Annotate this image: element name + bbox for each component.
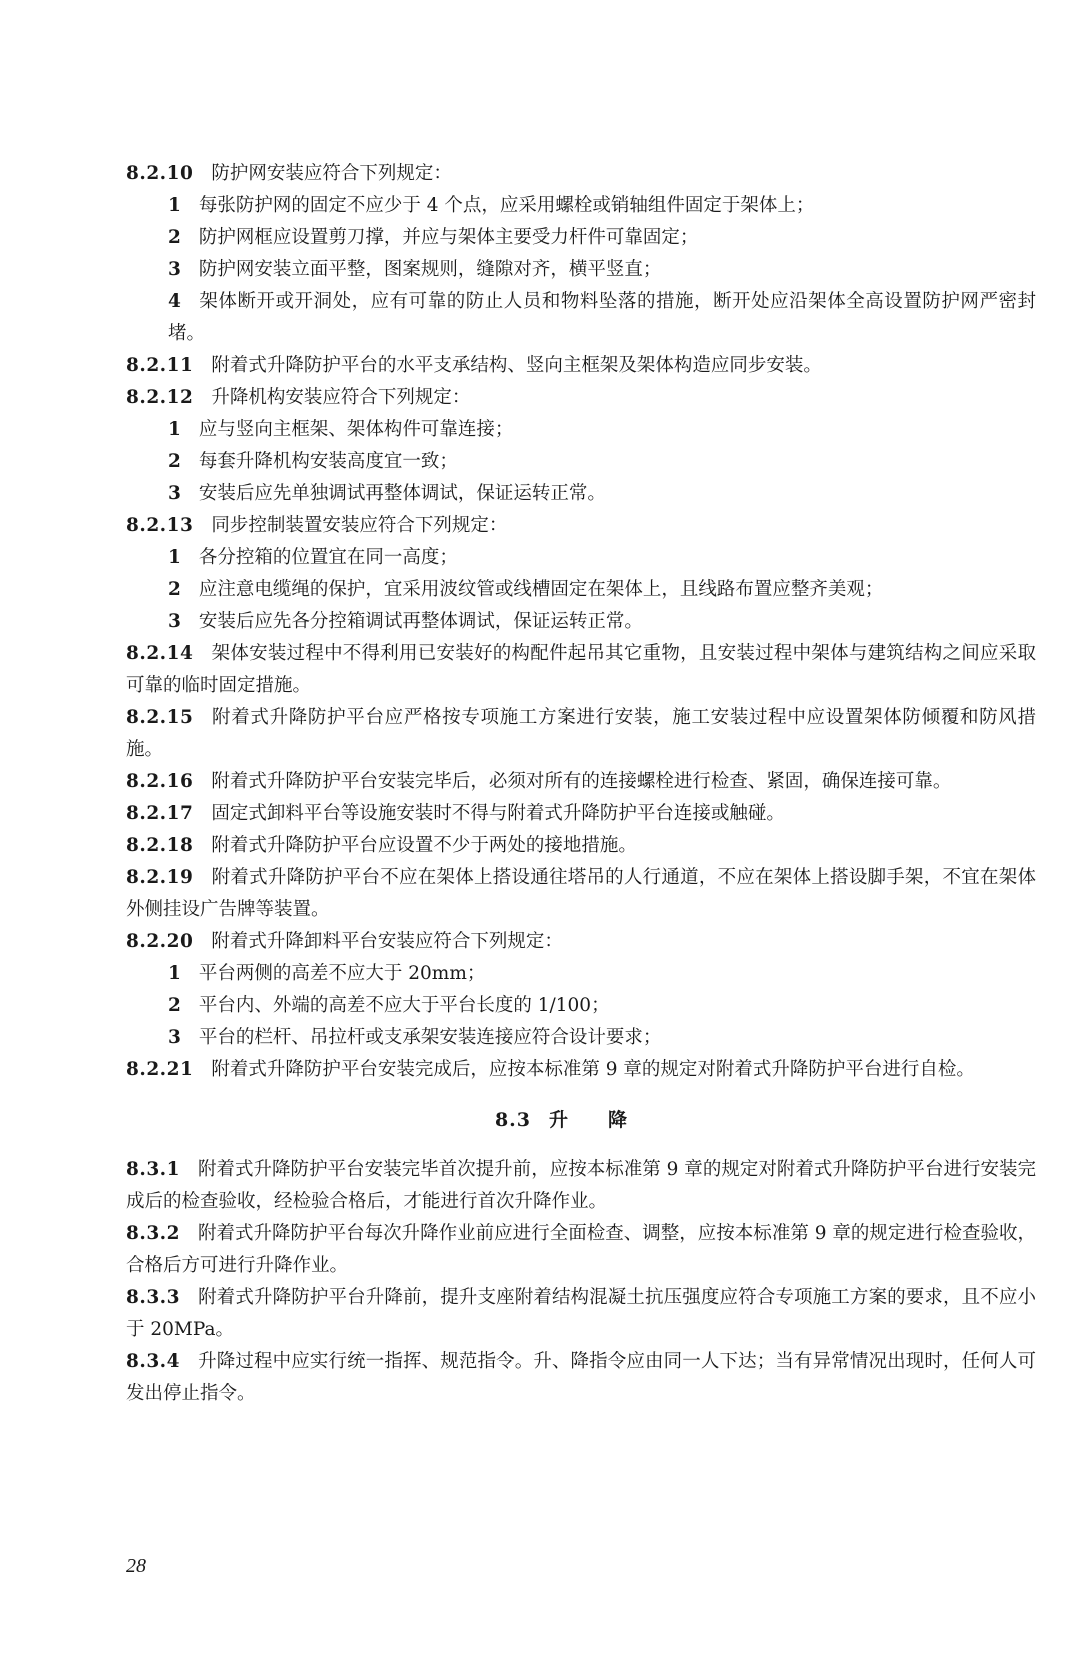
item-number: 3 — [168, 611, 181, 632]
item-number: 2 — [168, 579, 181, 600]
clause — [126, 830, 1036, 862]
item-number: 3 — [168, 259, 181, 280]
clause-item — [126, 190, 1036, 222]
item-number: 1 — [168, 419, 181, 440]
clause-item — [126, 478, 1036, 510]
item-text: 每套升降机构安装高度宜一致； — [198, 451, 458, 472]
clause-number: 8.3.3 — [126, 1287, 180, 1308]
clause-item — [126, 990, 1036, 1022]
item-number: 1 — [168, 195, 181, 216]
clauses-8-2 — [126, 158, 1036, 1086]
item-text: 平台内、外端的高差不应大于平台长度的 1/100； — [198, 995, 610, 1016]
clause — [126, 350, 1036, 382]
section-name: 升降 — [549, 1109, 668, 1131]
clause-item — [126, 222, 1036, 254]
clause — [126, 766, 1036, 798]
clause — [126, 1154, 1036, 1218]
item-number: 2 — [168, 451, 181, 472]
clause-text: 同步控制装置安装应符合下列规定： — [211, 515, 508, 536]
clause — [126, 926, 1036, 958]
clause-text: 附着式升降防护平台应严格按专项施工方案进行安装，施工安装过程中应设置架体防倾覆和防风措施。 — [126, 707, 1036, 760]
clause-item — [126, 446, 1036, 478]
clause — [126, 862, 1036, 926]
clause-item — [126, 958, 1036, 990]
clause — [126, 1054, 1036, 1086]
item-number: 1 — [168, 963, 181, 984]
clause — [126, 158, 1036, 190]
clause-text: 附着式升降防护平台安装完毕首次提升前，应按本标准第 9 章的规定对附着式升降防护平台进行安装完成后的检查验收，经检验合格后，才能进行首次升降作业。 — [126, 1159, 1036, 1212]
item-text: 应与竖向主框架、架体构件可靠连接； — [198, 419, 514, 440]
clause-text: 防护网安装应符合下列规定： — [211, 163, 452, 184]
clause-number: 8.2.17 — [126, 803, 194, 824]
clause-number: 8.3.2 — [126, 1223, 180, 1244]
clause — [126, 1282, 1036, 1346]
clause-item — [126, 574, 1036, 606]
clause-item — [126, 254, 1036, 286]
clause-number: 8.3.4 — [126, 1351, 180, 1372]
clause-text: 架体安装过程中不得利用已安装好的构配件起吊其它重物，且安装过程中架体与建筑结构之间应采取可靠的临时固定措施。 — [126, 643, 1036, 696]
clause-number: 8.2.21 — [126, 1059, 194, 1080]
item-number: 3 — [168, 1027, 181, 1048]
clause-number: 8.2.11 — [126, 355, 194, 376]
clause-text: 附着式升降防护平台的水平支承结构、竖向主框架及架体构造应同步安装。 — [211, 355, 822, 376]
item-text: 每张防护网的固定不应少于 4 个点，应采用螺栓或销轴组件固定于架体上； — [198, 195, 815, 216]
item-text: 安装后应先各分控箱调试再整体调试，保证运转正常。 — [198, 611, 643, 632]
clause-item — [126, 606, 1036, 638]
clause — [126, 798, 1036, 830]
clause-number: 8.2.13 — [126, 515, 194, 536]
item-number: 2 — [168, 227, 181, 248]
item-number: 1 — [168, 547, 181, 568]
clause-item — [126, 542, 1036, 574]
clause-number: 8.2.19 — [126, 867, 194, 888]
clause-number: 8.2.16 — [126, 771, 194, 792]
clause-item — [126, 1022, 1036, 1054]
item-number: 3 — [168, 483, 181, 504]
clause-text: 固定式卸料平台等设施安装时不得与附着式升降防护平台连接或触碰。 — [211, 803, 785, 824]
clause-text: 附着式升降防护平台升降前，提升支座附着结构混凝土抗压强度应符合专项施工方案的要求，且不应小于 20MPa。 — [126, 1287, 1036, 1340]
item-text: 平台两侧的高差不应大于 20mm； — [198, 963, 486, 984]
clause-number: 8.2.12 — [126, 387, 194, 408]
item-text: 防护网框应设置剪刀撑，并应与架体主要受力杆件可靠固定； — [198, 227, 699, 248]
clause — [126, 702, 1036, 766]
item-text: 平台的栏杆、吊拉杆或支承架安装连接应符合设计要求； — [198, 1027, 662, 1048]
clause — [126, 1218, 1036, 1282]
clause-text: 升降机构安装应符合下列规定： — [211, 387, 471, 408]
item-text: 应注意电缆绳的保护，宜采用波纹管或线槽固定在架体上，且线路布置应整齐美观； — [198, 579, 884, 600]
clause-item — [126, 414, 1036, 446]
clause-text: 附着式升降卸料平台安装应符合下列规定： — [211, 931, 563, 952]
clauses-8-3 — [126, 1154, 1036, 1410]
clause-number: 8.2.14 — [126, 643, 194, 664]
item-text: 各分控箱的位置宜在同一高度； — [198, 547, 458, 568]
item-number: 4 — [168, 291, 181, 312]
clause-text: 附着式升降防护平台安装完成后，应按本标准第 9 章的规定对附着式升降防护平台进行自检。 — [211, 1059, 975, 1080]
item-text: 安装后应先单独调试再整体调试，保证运转正常。 — [198, 483, 606, 504]
clause-text: 附着式升降防护平台应设置不少于两处的接地措施。 — [211, 835, 637, 856]
clause — [126, 1346, 1036, 1410]
page-content — [126, 158, 1036, 1410]
section-number: 8.3 — [494, 1109, 532, 1131]
clause — [126, 638, 1036, 702]
item-text: 架体断开或开洞处，应有可靠的防止人员和物料坠落的措施，断开处应沿架体全高设置防护网严密封堵。 — [168, 291, 1036, 344]
clause-item — [126, 286, 1036, 350]
clause-number: 8.2.18 — [126, 835, 194, 856]
item-text: 防护网安装立面平整，图案规则，缝隙对齐，横平竖直； — [198, 259, 662, 280]
clause-number: 8.2.15 — [126, 707, 194, 728]
clause-text: 附着式升降防护平台安装完毕后，必须对所有的连接螺栓进行检查、紧固，确保连接可靠。 — [211, 771, 952, 792]
item-number: 2 — [168, 995, 181, 1016]
clause-number: 8.3.1 — [126, 1159, 180, 1180]
clause-number: 8.2.10 — [126, 163, 194, 184]
clause-text: 附着式升降防护平台不应在架体上搭设通往塔吊的人行通道，不应在架体上搭设脚手架，不宜在架体外侧挂设广告牌等装置。 — [126, 867, 1036, 920]
section-heading — [126, 1104, 1036, 1136]
page-number: 28 — [126, 1555, 146, 1577]
clause — [126, 382, 1036, 414]
clause-text: 升降过程中应实行统一指挥、规范指令。升、降指令应由同一人下达；当有异常情况出现时，任何人可发出停止指令。 — [126, 1351, 1036, 1404]
clause-number: 8.2.20 — [126, 931, 194, 952]
clause-text: 附着式升降防护平台每次升降作业前应进行全面检查、调整，应按本标准第 9 章的规定进行检查验收，合格后方可进行升降作业。 — [126, 1223, 1036, 1276]
clause — [126, 510, 1036, 542]
